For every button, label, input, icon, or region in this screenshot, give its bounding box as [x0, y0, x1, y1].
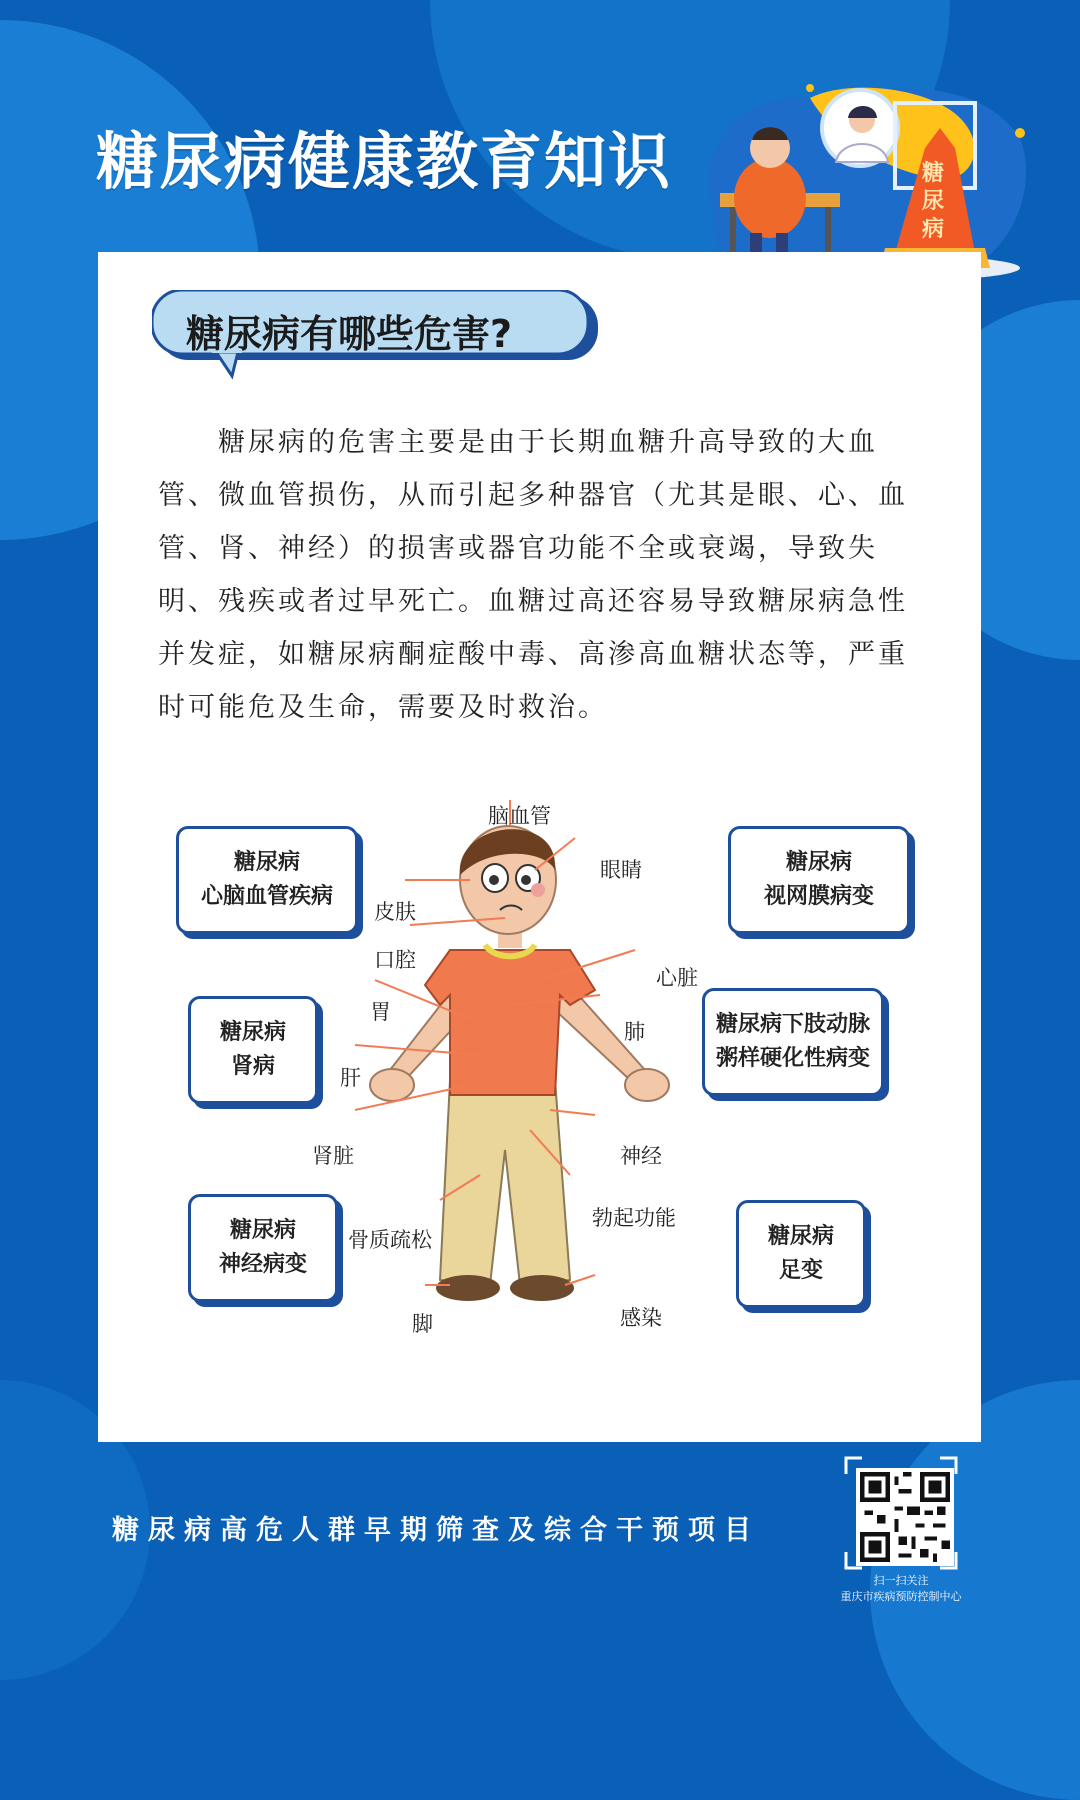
box-foot-line-2: 足变	[778, 1258, 823, 1283]
qr-caption-2: 重庆市疾病预防控制中心	[840, 1590, 962, 1603]
label-brain: 脑血管	[488, 804, 551, 828]
label-infection: 感染	[620, 1306, 662, 1330]
box-kidney	[188, 996, 318, 1104]
box-cardio	[176, 826, 358, 934]
body-line-2: 管、微血管损伤，从而引起多种器官（尤其是眼、心、血	[158, 480, 908, 511]
hero-sign-char-3: 病	[921, 217, 945, 242]
box-cardio-line-2: 心脑血管疾病	[200, 884, 333, 909]
footer-project-title: 糖尿病高危人群早期筛查及综合干预项目	[112, 1515, 760, 1546]
box-neuro	[188, 1194, 338, 1302]
body-line-6: 时可能危及生命，需要及时救治。	[158, 692, 608, 723]
label-foot: 脚	[412, 1312, 433, 1336]
section-question: 糖尿病有哪些危害?	[186, 312, 513, 356]
label-mouth: 口腔	[374, 948, 416, 972]
label-heart: 心脏	[656, 966, 698, 990]
box-kidney-line-2: 肾病	[230, 1054, 275, 1079]
box-foot	[736, 1200, 866, 1308]
body-line-4: 明、残疾或者过早死亡。血糖过高还容易导致糖尿病急性	[158, 586, 908, 617]
box-limb	[702, 988, 884, 1096]
label-lung: 肺	[624, 1020, 645, 1044]
hero-sign-char-1: 糖	[921, 161, 945, 186]
qr-caption-1: 扫一扫关注	[873, 1574, 929, 1587]
label-erectile: 勃起功能	[592, 1206, 676, 1230]
body-line-3: 管、肾、神经）的损害或器官功能不全或衰竭，导致失	[158, 533, 878, 564]
box-retina	[728, 826, 910, 934]
label-bone: 骨质疏松	[348, 1228, 432, 1252]
label-eye: 眼睛	[600, 858, 642, 882]
qr-code[interactable]	[856, 1468, 954, 1566]
label-stomach: 胃	[370, 1000, 391, 1024]
box-cardio-line-1: 糖尿病	[233, 850, 300, 875]
box-limb-line-2: 粥样硬化性病变	[715, 1046, 870, 1071]
box-retina-line-1: 糖尿病	[785, 850, 852, 875]
hero-sign-char-2: 尿	[921, 189, 945, 214]
page-title: 糖尿病健康教育知识	[96, 125, 673, 198]
box-neuro-line-2: 神经病变	[218, 1252, 307, 1277]
label-liver: 肝	[340, 1066, 361, 1090]
body-line-5: 并发症，如糖尿病酮症酸中毒、高渗高血糖状态等，严重	[158, 639, 908, 670]
box-foot-line-1: 糖尿病	[767, 1224, 834, 1249]
label-nerve: 神经	[620, 1144, 662, 1168]
label-skin: 皮肤	[374, 900, 416, 924]
box-limb-line-1: 糖尿病下肢动脉	[715, 1012, 870, 1037]
body-line-1: 糖尿病的危害主要是由于长期血糖升高导致的大血	[158, 427, 878, 458]
box-kidney-line-1: 糖尿病	[219, 1020, 286, 1045]
box-neuro-line-1: 糖尿病	[229, 1218, 296, 1243]
box-retina-line-2: 视网膜病变	[763, 884, 874, 909]
label-kidney: 肾脏	[312, 1144, 354, 1168]
